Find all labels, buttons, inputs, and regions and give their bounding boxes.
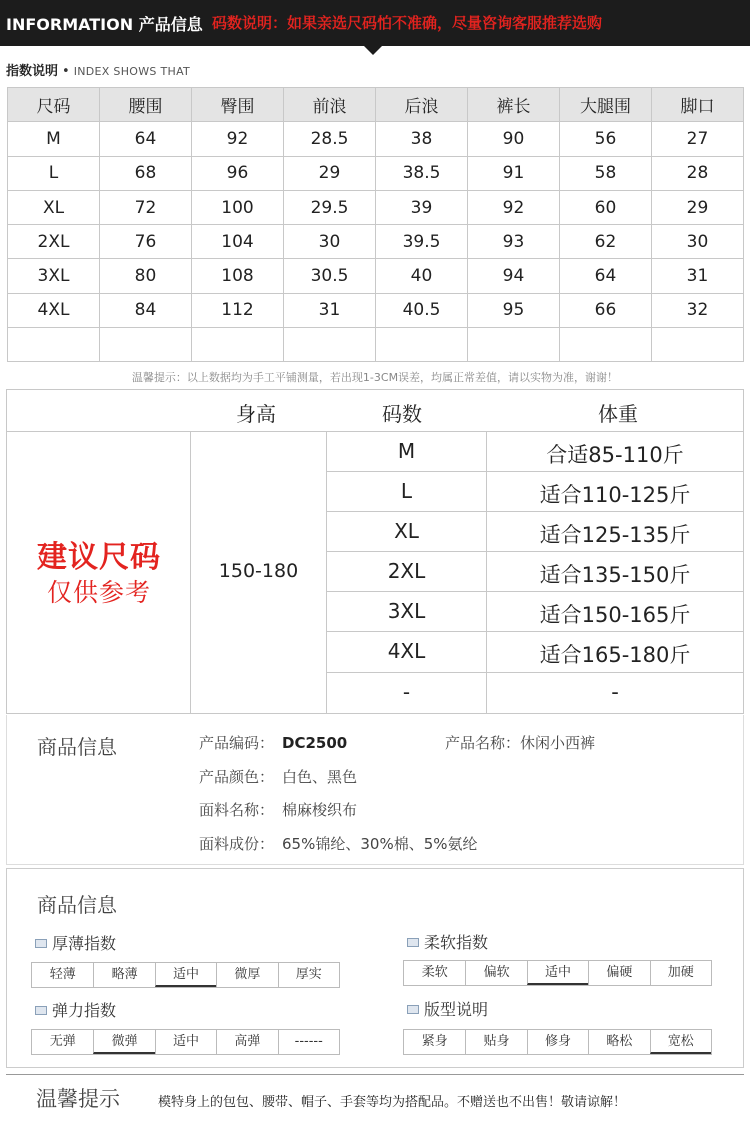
attribute-section [6,868,744,1068]
thickness-label [35,931,116,954]
thickness-label-text: 厚薄指数 [52,934,117,953]
header-size-note: 码数说明：如果亲选尺码怕不准确，尽量咨询客服推荐选购 [212,14,603,32]
softness-option: 适中 [527,961,588,985]
size-cell [284,328,376,362]
elasticity-option: 微弹 [93,1030,154,1054]
size-cell: 40 [376,259,468,293]
size-cell: 29.5 [284,190,376,224]
size-cell: 31 [284,293,376,327]
fit-scale [403,1029,712,1055]
size-cell: 112 [192,293,284,327]
height-value: 150-180 [218,560,299,582]
size-col-header: 尺码 [8,88,100,122]
fit-option: 贴身 [465,1030,526,1054]
composition-value: 65%锦纶、30%棉、5%氨纶 [282,835,478,853]
product-code-line [199,732,347,753]
product-info-title: 商品信息 [37,735,117,759]
product-color-label: 产品颜色： [199,768,275,786]
softness-option: 偏硬 [588,961,649,985]
size-cell [652,328,744,362]
fit-option: 略松 [588,1030,649,1054]
thickness-option: 轻薄 [49,967,76,982]
recommend-size: - [327,673,487,713]
size-cell: 96 [192,156,284,190]
product-info [6,715,744,865]
size-row [8,293,744,327]
product-name-value: 休闲小西裤 [520,734,596,752]
softness-option: 柔软 [421,965,448,980]
product-color-line [199,766,357,787]
size-row [8,259,744,293]
tip-bar [6,1074,744,1120]
size-col-header: 裤长 [468,88,560,122]
size-cell: 92 [192,122,284,156]
size-col-header: 后浪 [376,88,468,122]
thickness-option: 厚实 [278,963,339,987]
size-cell: 28.5 [284,122,376,156]
size-cell: 31 [652,259,744,293]
size-col-header: 腰围 [100,88,192,122]
recommend-row [327,673,743,713]
mail-icon [35,1006,47,1015]
size-cell: 3XL [8,259,100,293]
size-cell: 72 [100,190,192,224]
size-cell: 30 [652,225,744,259]
size-cell: L [8,156,100,190]
fit-label [407,997,488,1020]
fit-option: 紧身 [421,1034,448,1049]
size-cell: 80 [100,259,192,293]
product-name-label: 产品名称： [445,734,521,752]
size-cell: 90 [468,122,560,156]
size-cell: 39.5 [376,225,468,259]
recommend-row [327,472,743,512]
mail-icon [407,1005,419,1014]
size-table-body [8,122,744,362]
recommend-rows [327,432,743,713]
recommend-weight: 适合110-125斤 [539,483,691,508]
size-cell: 64 [100,122,192,156]
size-cell: 40.5 [376,293,468,327]
recommend-row [327,552,743,592]
size-cell: 27 [652,122,744,156]
size-cell: 56 [560,122,652,156]
size-cell: 108 [192,259,284,293]
size-table [7,87,744,362]
size-row [8,156,744,190]
size-cell [468,328,560,362]
product-color-value: 白色、黑色 [282,768,358,786]
fit-option: 宽松 [650,1030,711,1054]
size-col-header: 大腿围 [560,88,652,122]
recommend-weight: 合适85-110斤 [546,443,684,467]
recommend-size: 4XL [327,632,487,672]
recommend-left-cell [7,432,191,713]
size-cell: 38.5 [376,156,468,190]
softness-label [407,930,488,953]
size-col-header: 臀围 [192,88,284,122]
elasticity-option: ------ [278,1030,339,1054]
softness-scale [403,960,712,986]
elasticity-label-text: 弹力指数 [52,1001,117,1020]
size-cell: 39 [376,190,468,224]
header-bar [0,0,750,46]
size-cell [100,328,192,362]
size-cell: 30.5 [284,259,376,293]
size-cell: 32 [652,293,744,327]
elasticity-option: 无弹 [49,1034,76,1049]
recommend-row [327,632,743,672]
size-col-header: 脚口 [652,88,744,122]
size-cell: 62 [560,225,652,259]
size-cell: 93 [468,225,560,259]
softness-option: 加硬 [650,961,711,985]
size-cell: 84 [100,293,192,327]
size-cell: 100 [192,190,284,224]
product-code-value: DC2500 [282,734,348,752]
recommend-row [327,432,743,472]
header-size: 码数 [382,402,422,426]
size-cell: M [8,122,100,156]
size-cell: 58 [560,156,652,190]
size-cell: 76 [100,225,192,259]
tip-text: 模特身上的包包、腰带、帽子、手套等均为搭配品。不赠送也不出售！敬请谅解！ [158,1095,627,1110]
size-cell: 60 [560,190,652,224]
recommend-weight: 适合165-180斤 [539,643,691,668]
recommend-header [7,390,743,432]
size-cell: 2XL [8,225,100,259]
size-cell [376,328,468,362]
header-title: INFORMATION 产品信息 [6,15,203,34]
mail-icon [407,938,419,947]
recommend-weight: 适合150-165斤 [539,603,691,628]
thickness-scale [31,962,340,988]
composition-line [199,833,478,854]
product-code-label: 产品编码： [199,734,275,752]
size-cell: 28 [652,156,744,190]
fabric-value: 棉麻梭织布 [282,801,358,819]
size-cell: 91 [468,156,560,190]
thickness-option: 微厚 [216,963,277,987]
elasticity-label [35,998,116,1021]
size-cell: 29 [652,190,744,224]
index-english: INDEX SHOWS THAT [73,65,191,78]
header-weight: 体重 [598,402,638,426]
mail-icon [35,939,47,948]
elasticity-option: 高弹 [216,1030,277,1054]
recommend-weight: 适合125-135斤 [539,523,691,548]
size-cell: 66 [560,293,652,327]
recommend-red-title: 建议尺码 [37,540,161,575]
recommend-table [6,389,744,714]
recommend-height-cell [191,432,327,713]
recommend-size: 2XL [327,552,487,592]
size-cell: 68 [100,156,192,190]
recommend-row [327,592,743,632]
measurement-warning: 温馨提示：以上数据均为手工平铺测量，若出现1-3CM误差，均属正常差值，请以实物为准，谢谢！ [131,371,619,384]
fit-option: 修身 [527,1030,588,1054]
size-row [8,190,744,224]
index-label [6,60,190,79]
size-cell: 38 [376,122,468,156]
size-cell [192,328,284,362]
thickness-option: 略薄 [93,963,154,987]
size-cell: 94 [468,259,560,293]
composition-label: 面料成份： [199,835,275,853]
recommend-weight: 适合135-150斤 [539,563,691,588]
size-row [8,122,744,156]
size-col-header: 前浪 [284,88,376,122]
size-cell: 4XL [8,293,100,327]
recommend-size: 3XL [327,592,487,632]
recommend-size: M [327,432,487,472]
header-notch [364,46,382,55]
softness-option: 偏软 [465,961,526,985]
product-name-line [445,732,595,753]
size-row [8,328,744,362]
size-cell: 29 [284,156,376,190]
size-cell [8,328,100,362]
size-cell [560,328,652,362]
size-cell: 95 [468,293,560,327]
recommend-red-subtitle: 仅供参考 [46,578,151,607]
fabric-line [199,799,357,820]
size-cell: 104 [192,225,284,259]
size-row [8,225,744,259]
size-cell: 30 [284,225,376,259]
recommend-size: L [327,472,487,512]
recommend-row [327,512,743,552]
index-dot: • [62,64,70,79]
header-height: 身高 [236,402,276,426]
fit-label-text: 版型说明 [424,1000,489,1019]
index-title: 指数说明 [6,64,59,79]
recommend-weight: - [611,679,619,704]
thickness-option: 适中 [155,963,216,987]
size-cell: XL [8,190,100,224]
attribute-title: 商品信息 [37,893,117,917]
elasticity-option: 适中 [155,1030,216,1054]
size-cell: 92 [468,190,560,224]
recommend-size: XL [327,512,487,552]
elasticity-scale [31,1029,340,1055]
size-table-header [8,88,744,122]
softness-label-text: 柔软指数 [424,933,489,952]
fabric-label: 面料名称： [199,801,275,819]
size-cell: 64 [560,259,652,293]
tip-title: 温馨提示 [36,1087,120,1111]
